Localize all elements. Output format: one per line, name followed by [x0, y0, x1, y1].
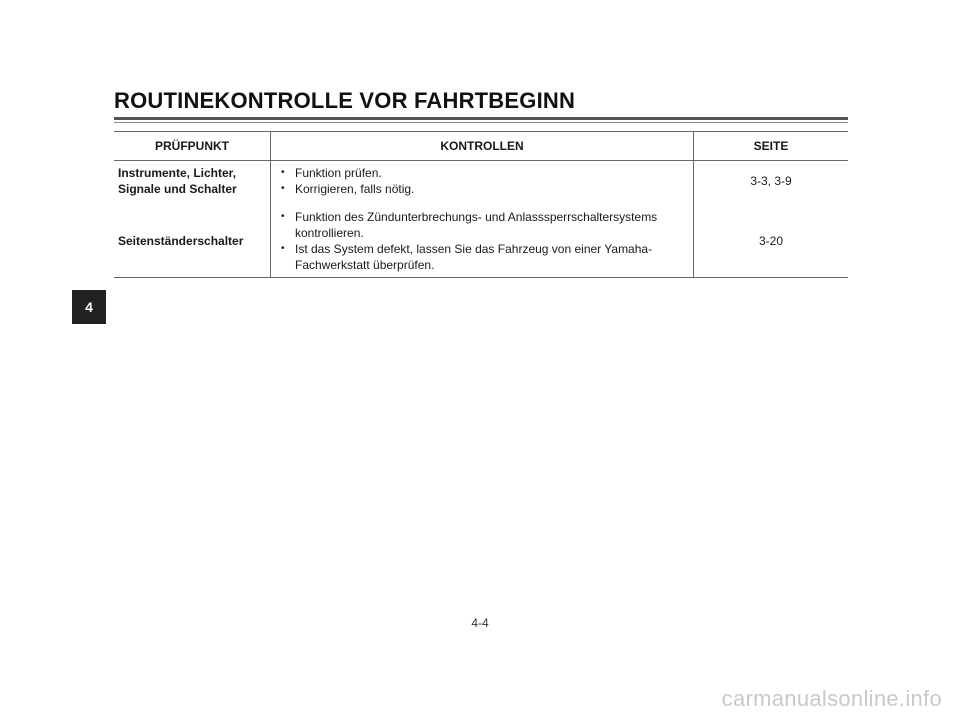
page-reference: 3-3, 3-9	[750, 174, 792, 188]
check-bullet: • Ist das System defekt, lassen Sie das Fahrzeug von einer Yamaha-Fachwerkstatt überprüfen.	[279, 241, 689, 273]
check-actions	[271, 205, 694, 278]
check-item-line: Seitenständerschalter	[118, 234, 244, 248]
check-actions	[271, 161, 694, 206]
header-kontrollen: KONTROLLEN	[271, 132, 694, 161]
page-title: ROUTINEKONTROLLE VOR FAHRTBEGINN	[114, 88, 576, 113]
check-item-line: Signale und Schalter	[118, 182, 237, 196]
check-bullet: • Funktion des Zündunterbrechungs- und Anlasssperrschaltersystems kontrollieren.	[279, 209, 689, 241]
table-row	[114, 205, 848, 278]
check-item	[114, 161, 271, 206]
header-pruefpunkt: PRÜFPUNKT	[114, 132, 271, 161]
check-item	[114, 205, 271, 278]
table-row	[114, 161, 848, 206]
inspection-table	[114, 131, 848, 278]
table-header-row	[114, 132, 848, 161]
header-seite: SEITE	[694, 132, 849, 161]
page-reference: 3-20	[694, 205, 849, 278]
watermark: carmanualsonline.info	[721, 686, 942, 711]
check-item-line: Instrumente, Lichter,	[118, 166, 237, 180]
title-rule-thin	[114, 122, 848, 123]
title-rule	[114, 117, 848, 120]
check-bullet: • Korrigieren, falls nötig.	[279, 181, 689, 197]
check-list	[279, 165, 689, 197]
check-list	[279, 209, 689, 273]
chapter-tab: 4	[72, 290, 106, 324]
page-number: 4-4	[471, 616, 489, 630]
check-bullet: • Funktion prüfen.	[279, 165, 689, 181]
